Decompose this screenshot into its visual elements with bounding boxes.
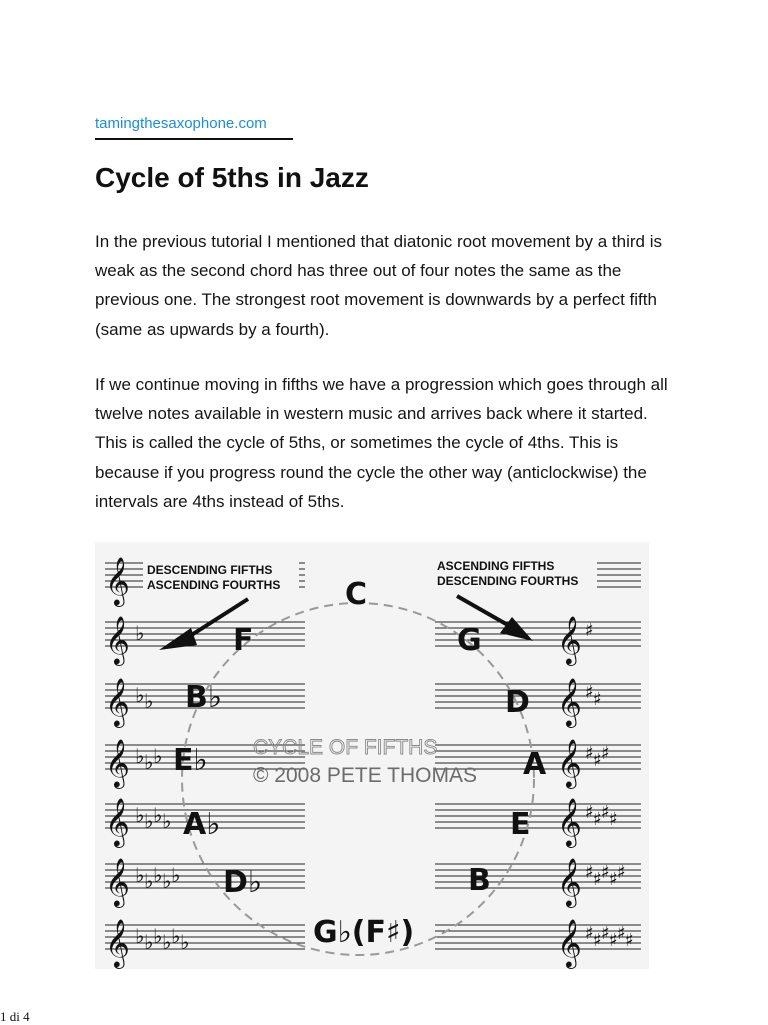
key-b-flat: B♭ bbox=[185, 680, 223, 715]
key-f: F bbox=[233, 623, 254, 658]
sharp-key-signatures bbox=[585, 620, 634, 951]
arrow-ascending-head bbox=[500, 617, 533, 641]
flat-icon: ♭ bbox=[153, 924, 163, 948]
key-d: D bbox=[505, 685, 530, 720]
treble-clef-icon: 𝄞 bbox=[557, 677, 582, 726]
sharp-icon: ♯ bbox=[585, 862, 594, 883]
flat-icon: ♭ bbox=[144, 689, 154, 713]
key-e: E bbox=[510, 807, 531, 842]
sharp-icon: ♯ bbox=[585, 682, 594, 703]
treble-clef-icon: 𝄞 bbox=[557, 857, 582, 906]
key-b: B bbox=[468, 863, 491, 898]
flat-icon: ♭ bbox=[135, 621, 145, 645]
sharp-icon: ♯ bbox=[609, 930, 618, 951]
sharp-icon: ♯ bbox=[593, 750, 602, 771]
treble-clef-icon: 𝄞 bbox=[557, 797, 582, 846]
flat-icon: ♭ bbox=[171, 863, 181, 887]
watermark-title: CYCLE OF FIFTHS bbox=[253, 736, 438, 759]
key-d-flat: D♭ bbox=[223, 865, 263, 900]
flat-icon: ♭ bbox=[180, 930, 190, 954]
arrow-descending-head bbox=[159, 628, 197, 650]
label-ascending-fifths: ASCENDING FIFTHS bbox=[437, 559, 555, 573]
label-descending-fourths: DESCENDING FOURTHS bbox=[437, 574, 579, 588]
flat-icon: ♭ bbox=[171, 924, 181, 948]
label-descending-fifths: DESCENDING FIFTHS bbox=[147, 563, 273, 577]
key-g-flat: G♭(F♯) bbox=[313, 915, 415, 950]
flat-icon: ♭ bbox=[135, 744, 145, 768]
sharp-icon: ♯ bbox=[593, 869, 602, 890]
flat-icon: ♭ bbox=[144, 809, 154, 833]
treble-clef-icon: 𝄞 bbox=[557, 738, 582, 787]
flat-icon: ♭ bbox=[153, 863, 163, 887]
flat-icon: ♭ bbox=[135, 803, 145, 827]
treble-clef-icon: 𝄞 bbox=[105, 615, 130, 664]
sharp-icon: ♯ bbox=[601, 743, 610, 764]
sharp-icon: ♯ bbox=[593, 930, 602, 951]
sharp-icon: ♯ bbox=[601, 802, 610, 823]
flat-icon: ♭ bbox=[153, 744, 163, 768]
site-link[interactable]: tamingthesaxophone.com bbox=[95, 115, 267, 132]
treble-clef-icon: 𝄞 bbox=[105, 738, 130, 787]
page-title: Cycle of 5ths in Jazz bbox=[95, 162, 369, 193]
intro-paragraph: In the previous tutorial I mentioned that diatonic root movement by a third is weak as the second chord has three out of four notes the same as the previous one. The strongest root movement is downwards by a perfect fifth (same as upwards by a fourth). bbox=[95, 232, 662, 339]
flat-icon: ♭ bbox=[162, 930, 172, 954]
sharp-icon: ♯ bbox=[593, 809, 602, 830]
cycle-of-fifths-diagram bbox=[95, 542, 649, 969]
treble-clef-icon: 𝄞 bbox=[105, 857, 130, 906]
sharp-icon: ♯ bbox=[625, 930, 634, 951]
sharp-icon: ♯ bbox=[585, 802, 594, 823]
sharp-icon: ♯ bbox=[609, 809, 618, 830]
treble-clef-icon: 𝄞 bbox=[105, 677, 130, 726]
page-indicator: 1 di 4 bbox=[0, 1009, 30, 1024]
flat-icon: ♭ bbox=[135, 683, 145, 707]
key-g: G bbox=[457, 623, 482, 658]
treble-clef-icon: 𝄞 bbox=[105, 797, 130, 846]
sharp-icon: ♯ bbox=[593, 689, 602, 710]
flat-icon: ♭ bbox=[162, 869, 172, 893]
watermark-copyright: © 2008 PETE THOMAS bbox=[253, 764, 477, 787]
treble-clef-icon: 𝄞 bbox=[105, 556, 130, 605]
key-c: C bbox=[345, 577, 368, 612]
label-ascending-fourths: ASCENDING FOURTHS bbox=[147, 578, 281, 592]
key-a-flat: A♭ bbox=[183, 807, 221, 842]
flat-icon: ♭ bbox=[135, 863, 145, 887]
flat-icon: ♭ bbox=[162, 809, 172, 833]
cycle-paragraph: If we continue moving in fifths we have a progression which goes through all twelve notes available in western music and arrives back where it started. This is called the cycle of 5ths, or sometimes the cycle of 4ths. This is because if you progress round the cycle the other way (anticlockwise) the intervals are 4ths instead of 5ths. bbox=[95, 375, 668, 511]
sharp-icon: ♯ bbox=[585, 620, 594, 641]
sharp-icon: ♯ bbox=[601, 923, 610, 944]
sharp-icon: ♯ bbox=[609, 869, 618, 890]
flat-icon: ♭ bbox=[153, 803, 163, 827]
cycle-of-fifths-figure bbox=[95, 542, 649, 969]
treble-clef-icon: 𝄞 bbox=[557, 918, 582, 967]
treble-clef-icon: 𝄞 bbox=[105, 918, 130, 967]
sharp-icon: ♯ bbox=[617, 923, 626, 944]
treble-clef-icon: 𝄞 bbox=[557, 615, 582, 664]
sharp-icon: ♯ bbox=[617, 862, 626, 883]
flat-icon: ♭ bbox=[144, 750, 154, 774]
flat-icon: ♭ bbox=[144, 869, 154, 893]
flat-icon: ♭ bbox=[135, 924, 145, 948]
site-link-underline bbox=[95, 138, 293, 140]
key-e-flat: E♭ bbox=[173, 743, 208, 778]
sharp-icon: ♯ bbox=[585, 743, 594, 764]
sharp-icon: ♯ bbox=[601, 862, 610, 883]
sharp-icon: ♯ bbox=[585, 923, 594, 944]
flat-icon: ♭ bbox=[144, 930, 154, 954]
key-a: A bbox=[523, 747, 547, 782]
